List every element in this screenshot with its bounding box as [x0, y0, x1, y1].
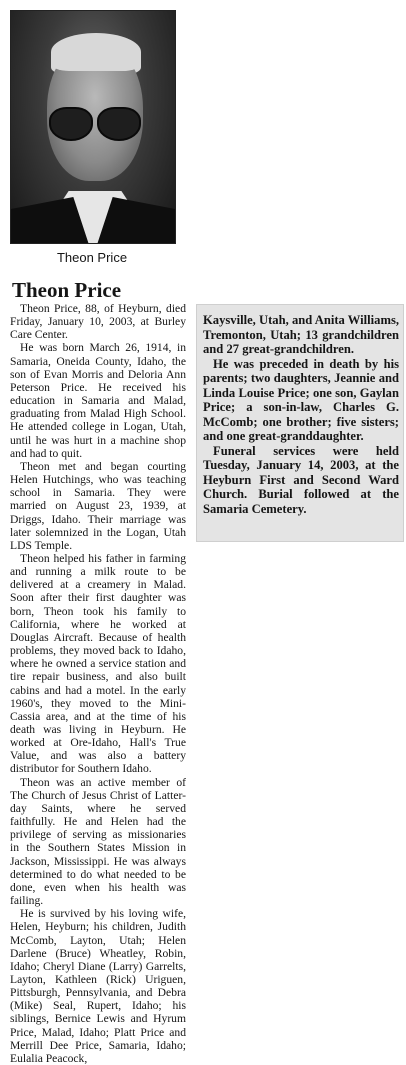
portrait-hair-top: [51, 33, 141, 71]
obituary-column-right-clipping: [196, 304, 404, 542]
paragraph: Theon helped his father in farming and running a milk route to be delivered at a creamery in Malad. Soon after their first daughter was born, Theon took his family to California, where he worked at Douglas Aircraft. Because of health problems, they moved back to Idaho, where he owned a service station and tire repair business, and also built cabins and had a motel. In the early 1960's, they moved to the Mini-Cassia area, and at the time of his death was living in Heyburn. He worked at Ore-Idaho, Hall's True Value, and was also a battery distributor for Southern Idaho.: [10, 551, 186, 776]
photo-caption: Theon Price: [56, 250, 128, 265]
portrait-lens-left: [49, 107, 93, 141]
paragraph: Funeral services were held Tuesday, January 14, 2003, at the Heyburn First and Second Ward Church. Burial followed at the Samaria Cemetery.: [203, 443, 399, 516]
paragraph: Kaysville, Utah, and Anita Williams, Tremonton, Utah; 13 grandchildren and 27 great-grandchildren.: [203, 313, 399, 356]
paragraph: He was born March 26, 1914, in Samaria, Oneida County, Idaho, the son of Evan Morris and Deloria Ann Peterson Price. He received his education in Samaria and Malad, graduating from Malad High School. He attended college in Logan, Utah, until he was hurt in a machine shop and had to quit.: [10, 341, 186, 460]
obituary-headline: Theon Price: [12, 278, 122, 302]
paragraph: Theon met and began courting Helen Hutchings, who was teaching school in Samaria. They were married on August 23, 1939, at Driggs, Idaho. Their marriage was later solemnized in the Logan, Utah LDS Temple.: [10, 459, 186, 552]
portrait-photo: [10, 10, 176, 244]
paragraph: He is survived by his loving wife, Helen, Heyburn; his children, Judith McComb, Layton, Utah; Helen Darlene (Bruce) Wheatley, Robin, Idaho; Cheryl Diane (Larry) Garrelts, Layton, Kathleen (Rick) Uriguen, Pittsburgh, Pennsylvania, and Debra (Mike) Seal, Rupert, Idaho; his siblings, Bernice Lewis and Hyrum Price, Malad, Idaho; Platt Price and Merrill Dee Price, Samaria, Idaho; Eulalia Peacock,: [10, 907, 186, 1065]
paragraph: He was preceded in death by his parents; two daughters, Jeannie and Linda Louise Price; one son, Gaylan Price; a son-in-law, Charles G. McComb; one brother; five sisters; and one great-granddaughter.: [203, 356, 399, 443]
paragraph: Theon Price, 88, of Heyburn, died Friday, January 10, 2003, at Burley Care Center.: [10, 302, 186, 342]
obituary-column-right: [203, 313, 399, 516]
portrait-lens-right: [97, 107, 141, 141]
paragraph: Theon was an active member of The Church of Jesus Christ of Latter-day Saints, where he served faithfully. He and Helen had the privilege of serving as missionaries in the Southern States Mission in Jackson, Mississippi. He was always determined to do what needed to be done, even when his health was failing.: [10, 775, 186, 908]
obituary-column-left: [10, 302, 186, 1065]
portrait-glasses: [49, 107, 141, 137]
